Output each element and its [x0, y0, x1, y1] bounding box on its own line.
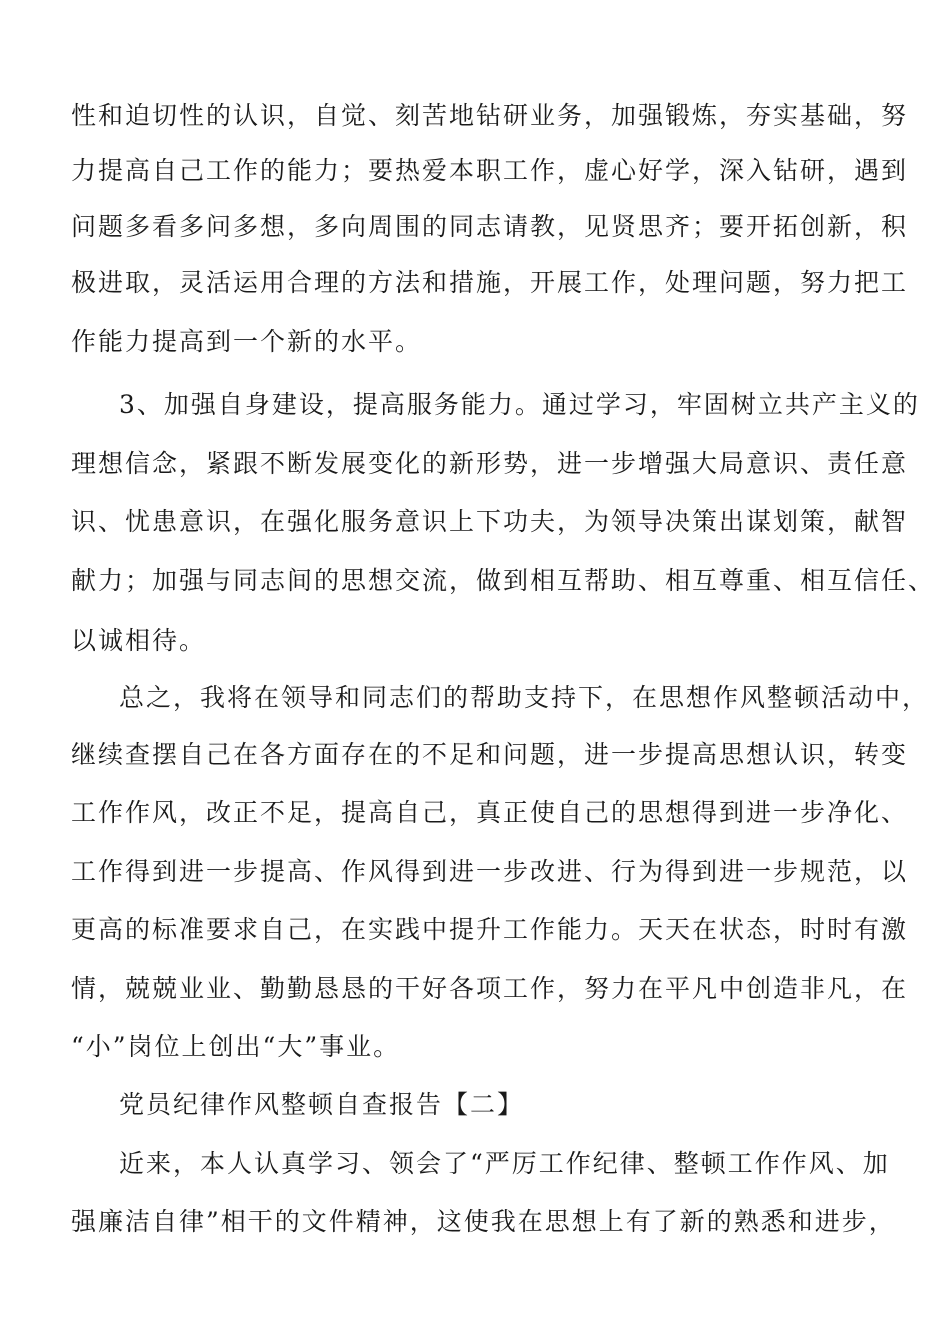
text-line: 以诚相待。 — [71, 626, 207, 655]
text-line: 工作作风，改正不足，提高自己，真正使自己的思想得到进一步净化、 — [71, 798, 909, 827]
text-line: 问题多看多问多想，多向周围的同志请教，见贤思齐；要开拓创新，积 — [71, 212, 909, 241]
text-line: 继续查摆自己在各方面存在的不足和问题，进一步提高思想认识，转变 — [71, 740, 909, 769]
text-line: 3、加强自身建设，提高服务能力。通过学习，牢固树立共产主义的 — [119, 390, 920, 419]
text-line: 总之，我将在领导和同志们的帮助支持下，在思想作风整顿活动中， — [119, 683, 930, 712]
text-line: 工作得到进一步提高、作风得到进一步改进、行为得到进一步规范，以 — [71, 857, 909, 886]
text-line: 理想信念，紧跟不断发展变化的新形势，进一步增强大局意识、责任意 — [71, 449, 909, 478]
section-heading: 党员纪律作风整顿自查报告【二】 — [119, 1090, 525, 1119]
text-line: 作能力提高到一个新的水平。 — [71, 327, 423, 356]
text-line: 近来，本人认真学习、领会了“严厉工作纪律、整顿工作作风、加 — [119, 1149, 890, 1178]
text-line: 更高的标准要求自己，在实践中提升工作能力。天天在状态，时时有激 — [71, 915, 909, 944]
text-line: 性和迫切性的认识，自觉、刻苦地钻研业务，加强锻炼，夯实基础，努 — [71, 101, 909, 130]
text-line: 识、忧患意识，在强化服务意识上下功夫，为领导决策出谋划策，献智 — [71, 507, 909, 536]
text-line: 极进取，灵活运用合理的方法和措施，开展工作，处理问题，努力把工 — [71, 268, 909, 297]
text-line: 情，兢兢业业、勤勤恳恳的干好各项工作，努力在平凡中创造非凡，在 — [71, 974, 909, 1003]
text-line: 力提高自己工作的能力；要热爱本职工作，虚心好学，深入钻研，遇到 — [71, 156, 909, 185]
text-line: 强廉洁自律”相干的文件精神，这使我在思想上有了新的熟悉和进步， — [71, 1207, 896, 1236]
text-line: 献力；加强与同志间的思想交流，做到相互帮助、相互尊重、相互信任、 — [71, 566, 936, 595]
text-line: “小”岗位上创出“大”事业。 — [71, 1032, 401, 1061]
